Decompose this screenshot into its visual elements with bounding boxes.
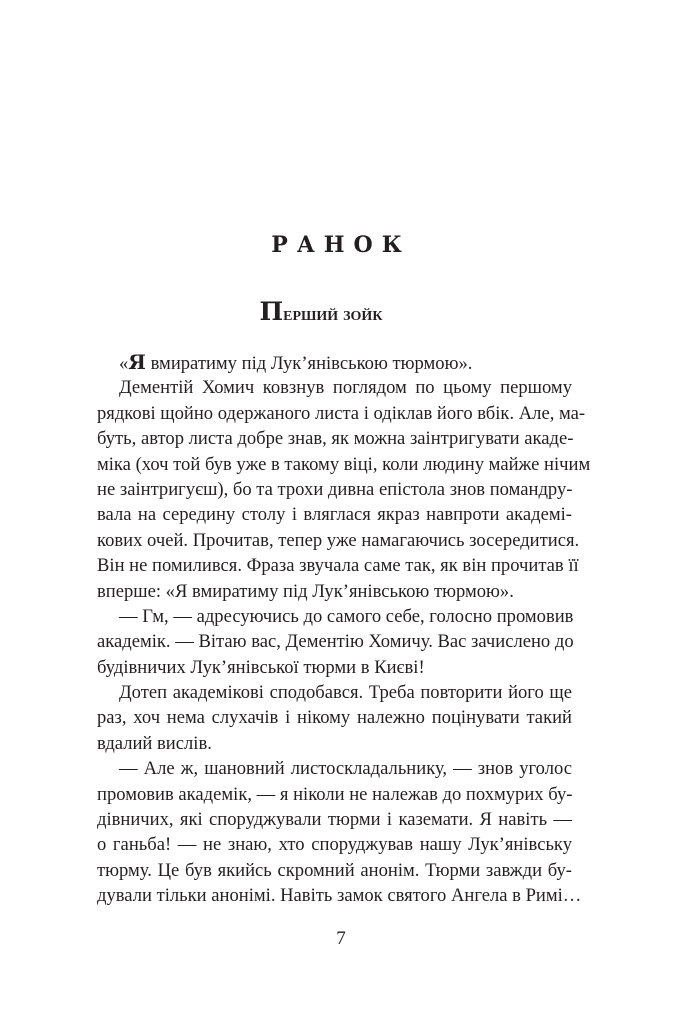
text-line: академік. — Вітаю вас, Дементію Хомичу. Вас зачислено до [97, 631, 574, 653]
text-line: тюрму. Це був якийсь скромний анонім. Тюрми завжди бу- [97, 859, 572, 881]
text-line: дували тільки анонімі. Навіть замок святого Ангела в Римі… [97, 885, 582, 907]
text-line: о ганьба! — не знаю, хто споруджував нашу Лук’янівську [97, 834, 572, 856]
text-line: — Гм, — адресуючись до самого себе, голосно промовив [119, 605, 574, 627]
chapter-title-rest: ерший зойк [283, 303, 383, 325]
chapter-title [0, 299, 642, 327]
text-line: раз, хоч нема слухачів і нікому належно поцінувати такий [97, 707, 572, 729]
text-line: не заінтригуєш), бо та трохи дивна епістола знов помандру- [97, 478, 573, 500]
text-line: рядкові щойно одержаного листа і одіклав його вбік. Але, ма- [97, 402, 586, 424]
text-line: — Але ж, шановний листоскладальнику, — знов уголос [119, 758, 572, 780]
text-line: промовив академік, — я ніколи не належав до похмурих бу- [97, 783, 573, 805]
text-line: вала на середину столу і вляглася якраз навпроти академі- [97, 504, 572, 526]
text-line: дівничих, які споруджували тюрми і каземати. Я навіть — [97, 809, 572, 831]
open-quote: « [119, 353, 129, 374]
page-number: 7 [336, 928, 346, 949]
text-line: будівничих Лук’янівської тюрми в Києві! [97, 656, 425, 678]
text-line: Дементій Хомич ковзнув поглядом по цьому першому [119, 377, 572, 399]
text-line: буть, автор листа добре знав, як можна заінтригувати акаде- [97, 428, 574, 450]
text-line [97, 350, 572, 375]
text-line: Він не помилився. Фраза звучала саме так, як він прочитав її [97, 555, 579, 577]
text-line: кових очей. Прочитав, тепер уже намагаючись зосередитися. [97, 529, 580, 551]
paragraph-dropcap: Я [128, 350, 146, 374]
text-line: міка (хоч той був уже в такому віці, коли людину майже нічим [97, 453, 591, 475]
text-line: вдалий вислів. [97, 732, 212, 754]
body-text [97, 350, 591, 909]
first-line-text: вмиратиму під Лук’янівською тюрмою». [145, 353, 473, 374]
text-line: Дотеп академікові сподобався. Треба повторити його ще [119, 682, 572, 704]
chapter-dropcap: П [259, 297, 284, 326]
part-title: РАНОК [271, 232, 411, 258]
text-line: вперше: «Я вмиратиму під Лук’янівською тюрмою». [97, 580, 514, 602]
